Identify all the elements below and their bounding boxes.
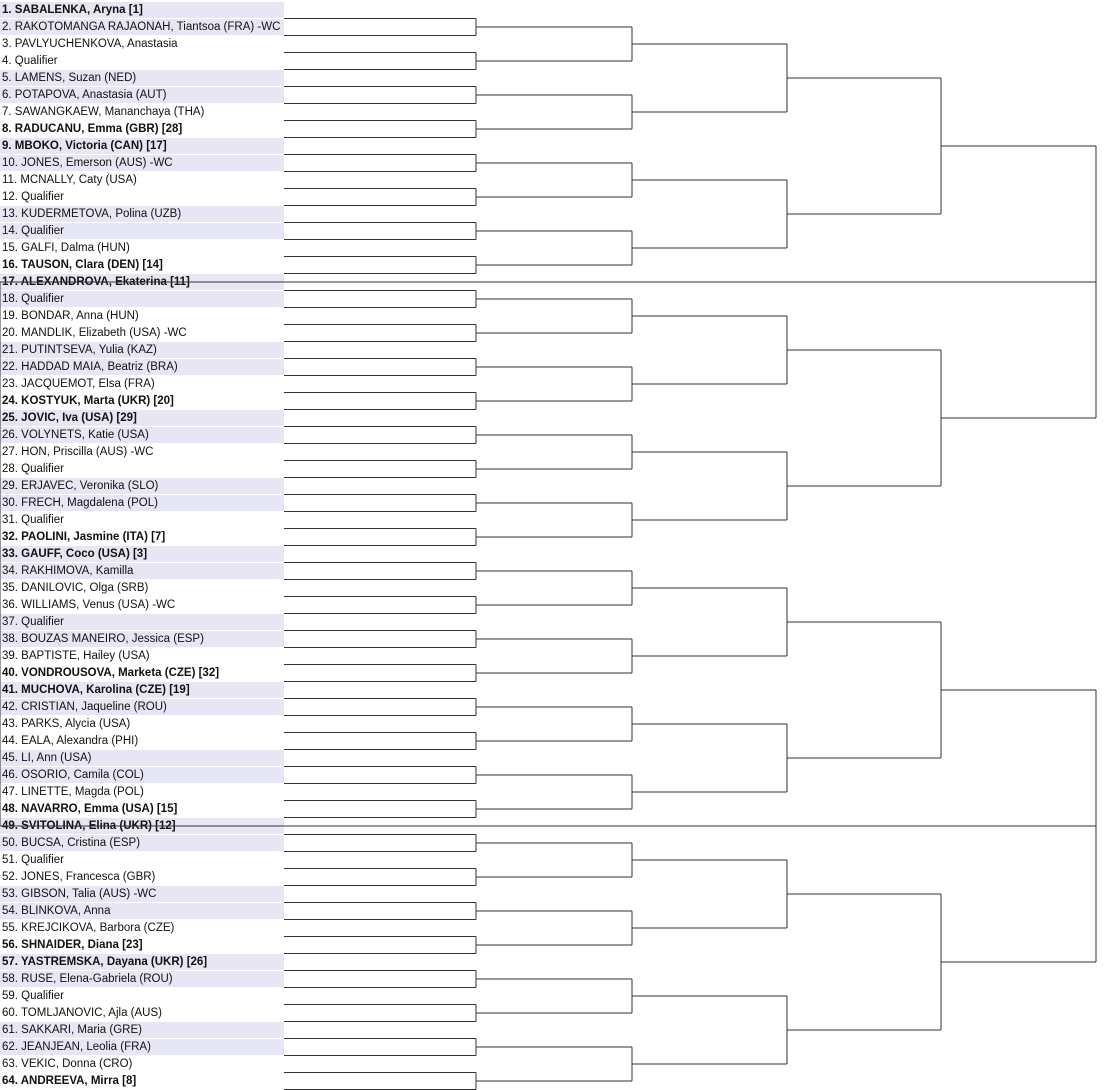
player-row: 10. JONES, Emerson (AUS) -WC: [0, 155, 284, 171]
player-row: 16. TAUSON, Clara (DEN) [14]: [2, 259, 163, 271]
player-row: 32. PAOLINI, Jasmine (ITA) [7]: [2, 531, 166, 543]
player-row: 17. ALEXANDROVA, Ekaterina [11]: [0, 274, 284, 290]
player-row: 30. FRECH, Magdalena (POL): [0, 495, 284, 511]
player-row: 4. Qualifier: [2, 55, 58, 67]
player-row: 55. KREJCIKOVA, Barbora (CZE): [2, 922, 175, 934]
player-row: 52. JONES, Francesca (GBR): [2, 871, 156, 883]
player-row: 51. Qualifier: [2, 854, 65, 866]
player-row: 18. Qualifier: [0, 291, 284, 307]
player-row: 21. PUTINTSEVA, Yulia (KAZ): [0, 342, 284, 358]
player-row: 60. TOMLJANOVIC, Ajla (AUS): [2, 1007, 162, 1019]
player-row: 2. RAKOTOMANGA RAJAONAH, Tiantsoa (FRA) -WC: [0, 19, 284, 35]
player-row: 61. SAKKARI, Maria (GRE): [0, 1022, 284, 1038]
player-row: 33. GAUFF, Coco (USA) [3]: [0, 546, 284, 562]
player-row: 23. JACQUEMOT, Elsa (FRA): [2, 378, 155, 390]
player-row: 50. BUCSA, Cristina (ESP): [0, 835, 284, 851]
player-row: 39. BAPTISTE, Hailey (USA): [2, 650, 150, 662]
player-row: 57. YASTREMSKA, Dayana (UKR) [26]: [0, 954, 284, 970]
player-row: 40. VONDROUSOVA, Marketa (CZE) [32]: [2, 667, 220, 679]
player-row: 6. POTAPOVA, Anastasia (AUT): [0, 87, 284, 103]
player-row: 27. HON, Priscilla (AUS) -WC: [2, 446, 154, 458]
player-row: 5. LAMENS, Suzan (NED): [0, 70, 284, 86]
player-row: 26. VOLYNETS, Katie (USA): [0, 427, 284, 443]
player-row: 38. BOUZAS MANEIRO, Jessica (ESP): [0, 631, 284, 647]
player-row: 31. Qualifier: [2, 514, 65, 526]
player-row: 7. SAWANGKAEW, Mananchaya (THA): [2, 106, 205, 118]
player-row: 1. SABALENKA, Aryna [1]: [0, 2, 284, 18]
player-row: 49. SVITOLINA, Elina (UKR) [12]: [0, 818, 284, 834]
player-row: 8. RADUCANU, Emma (GBR) [28]: [2, 123, 183, 135]
player-row: 37. Qualifier: [0, 614, 284, 630]
player-row: 45. LI, Ann (USA): [0, 750, 284, 766]
player-row: 13. KUDERMETOVA, Polina (UZB): [0, 206, 284, 222]
player-row: 59. Qualifier: [2, 990, 65, 1002]
player-row: 44. EALA, Alexandra (PHI): [2, 735, 139, 747]
player-row: 22. HADDAD MAIA, Beatriz (BRA): [0, 359, 284, 375]
player-row: 11. MCNALLY, Caty (USA): [2, 174, 137, 186]
player-row: 43. PARKS, Alycia (USA): [2, 718, 131, 730]
player-row: 14. Qualifier: [0, 223, 284, 239]
player-row: 36. WILLIAMS, Venus (USA) -WC: [2, 599, 176, 611]
player-row: 28. Qualifier: [2, 463, 65, 475]
player-row: 62. JEANJEAN, Leolia (FRA): [0, 1039, 284, 1055]
player-row: 63. VEKIC, Donna (CRO): [2, 1058, 133, 1070]
player-row: 58. RUSE, Elena-Gabriela (ROU): [0, 971, 284, 987]
player-row: 24. KOSTYUK, Marta (UKR) [20]: [2, 395, 174, 407]
player-row: 34. RAKHIMOVA, Kamilla: [0, 563, 284, 579]
player-row: 25. JOVIC, Iva (USA) [29]: [0, 410, 284, 426]
player-row: 47. LINETTE, Magda (POL): [2, 786, 144, 798]
player-row: 48. NAVARRO, Emma (USA) [15]: [2, 803, 178, 815]
player-row: 64. ANDREEVA, Mirra [8]: [2, 1075, 137, 1087]
player-row: 56. SHNAIDER, Diana [23]: [2, 939, 143, 951]
player-row: 12. Qualifier: [2, 191, 65, 203]
player-row: 3. PAVLYUCHENKOVA, Anastasia: [2, 38, 178, 50]
player-row: 19. BONDAR, Anna (HUN): [2, 310, 139, 322]
player-row: 35. DANILOVIC, Olga (SRB): [2, 582, 149, 594]
player-row: 20. MANDLIK, Elizabeth (USA) -WC: [2, 327, 187, 339]
player-row: 9. MBOKO, Victoria (CAN) [17]: [0, 138, 284, 154]
player-row: 42. CRISTIAN, Jaqueline (ROU): [0, 699, 284, 715]
player-row: 46. OSORIO, Camila (COL): [0, 767, 284, 783]
player-row: 29. ERJAVEC, Veronika (SLO): [0, 478, 284, 494]
player-row: 53. GIBSON, Talia (AUS) -WC: [0, 886, 284, 902]
player-row: 54. BLINKOVA, Anna: [0, 903, 284, 919]
player-row: 15. GALFI, Dalma (HUN): [2, 242, 130, 254]
player-row: 41. MUCHOVA, Karolina (CZE) [19]: [0, 682, 284, 698]
